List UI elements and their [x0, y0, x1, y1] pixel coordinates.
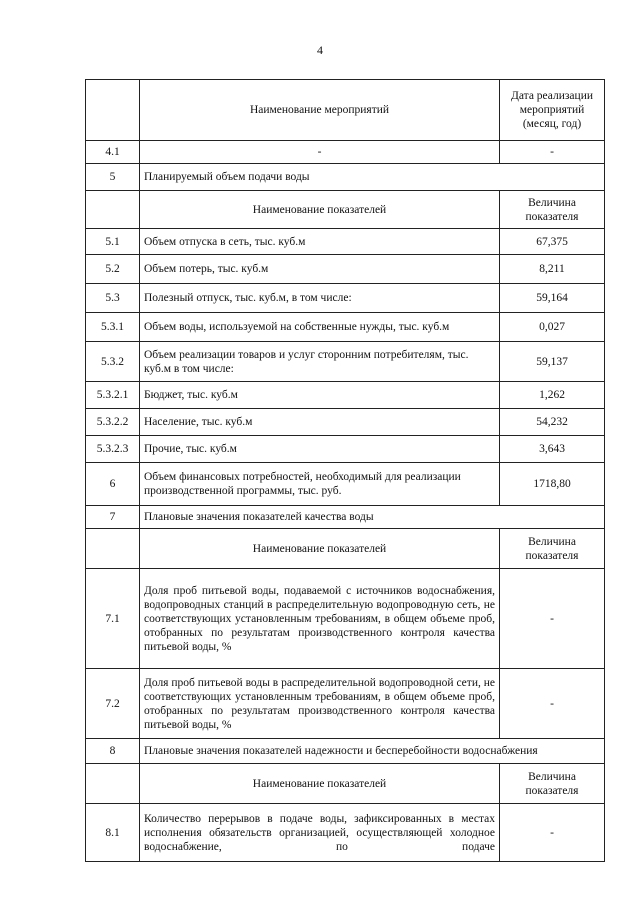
row-number: 5.3.2: [86, 342, 140, 382]
row-name: Население, тыс. куб.м: [140, 409, 500, 436]
header-name-cell: Наименование мероприятий: [140, 80, 500, 141]
row-number: 5.3.2.1: [86, 382, 140, 409]
indicator-header-num: [86, 529, 140, 569]
header-num-cell: [86, 80, 140, 141]
table-row: [86, 804, 605, 862]
section-title: Планируемый объем подачи воды: [140, 164, 605, 191]
indicator-header-num: [86, 191, 140, 229]
table-row: [86, 569, 605, 669]
row-value: -: [500, 141, 605, 164]
row-number: 5.3.1: [86, 313, 140, 342]
row-number: 4.1: [86, 141, 140, 164]
section-number: 8: [86, 739, 140, 764]
table-row: [86, 463, 605, 506]
row-value: -: [500, 804, 605, 862]
section-title: Плановые значения показателей надежности и бесперебойности водоснабжения: [140, 739, 605, 764]
indicator-header-value: Величина показателя: [500, 191, 605, 229]
row-number: 5.2: [86, 255, 140, 284]
table-row: [86, 342, 605, 382]
section-number: 5: [86, 164, 140, 191]
row-name: Объем реализации товаров и услуг сторонним потребителям, тыс. куб.м в том числе:: [140, 342, 500, 382]
row-name: Полезный отпуск, тыс. куб.м, в том числе:: [140, 284, 500, 313]
row-number: 5.3: [86, 284, 140, 313]
table-row: [86, 255, 605, 284]
row-value: 8,211: [500, 255, 605, 284]
row-value: 1718,80: [500, 463, 605, 506]
section-row: [86, 164, 605, 191]
row-number: 6: [86, 463, 140, 506]
row-number: 5.1: [86, 229, 140, 255]
table-header-row: [86, 80, 605, 141]
section-row: [86, 506, 605, 529]
indicator-header-row: [86, 764, 605, 804]
section-title: Плановые значения показателей качества воды: [140, 506, 605, 529]
row-name: -: [140, 141, 500, 164]
row-number: 7.1: [86, 569, 140, 669]
row-value: 59,164: [500, 284, 605, 313]
row-name: Доля проб питьевой воды, подаваемой с источников водоснабжения, водопроводных станций в распределительную водопроводную сеть, не соответствующих установленным требованиям, в общем объеме проб, отобранных по результатам производственного контроля качества питьевой воды, %: [140, 569, 500, 669]
page-number: 4: [317, 43, 323, 57]
header-date-cell: Дата реализации мероприятий (месяц, год): [500, 80, 605, 141]
table-row: [86, 669, 605, 739]
table-row: [86, 436, 605, 463]
table-row: [86, 141, 605, 164]
row-value: 59,137: [500, 342, 605, 382]
row-name: Объем финансовых потребностей, необходимый для реализации производственной программы, тыс. руб.: [140, 463, 500, 506]
row-value: 1,262: [500, 382, 605, 409]
indicator-header-row: [86, 191, 605, 229]
row-number: 5.3.2.3: [86, 436, 140, 463]
row-value: 67,375: [500, 229, 605, 255]
table-row: [86, 382, 605, 409]
row-number: 7.2: [86, 669, 140, 739]
row-name: Объем потерь, тыс. куб.м: [140, 255, 500, 284]
row-number: 5.3.2.2: [86, 409, 140, 436]
row-name: Прочие, тыс. куб.м: [140, 436, 500, 463]
section-number: 7: [86, 506, 140, 529]
table-row: [86, 409, 605, 436]
row-name: Бюджет, тыс. куб.м: [140, 382, 500, 409]
indicator-header-num: [86, 764, 140, 804]
row-value: 54,232: [500, 409, 605, 436]
row-value: 3,643: [500, 436, 605, 463]
indicator-header-row: [86, 529, 605, 569]
table-row: [86, 284, 605, 313]
row-value: -: [500, 569, 605, 669]
row-number: 8.1: [86, 804, 140, 862]
indicator-header-value: Величина показателя: [500, 764, 605, 804]
indicator-header-name: Наименование показателей: [140, 191, 500, 229]
section-row: [86, 739, 605, 764]
row-value: 0,027: [500, 313, 605, 342]
row-name: Объем отпуска в сеть, тыс. куб.м: [140, 229, 500, 255]
indicator-header-name: Наименование показателей: [140, 529, 500, 569]
row-name: Объем воды, используемой на собственные нужды, тыс. куб.м: [140, 313, 500, 342]
program-table: [85, 79, 605, 862]
table-row: [86, 313, 605, 342]
indicator-header-value: Величина показателя: [500, 529, 605, 569]
row-name: Доля проб питьевой воды в распределительной водопроводной сети, не соответствующих установленным требованиям, в общем объеме проб, отобранных по результатам производственного контроля качества питьевой воды, %: [140, 669, 500, 739]
row-name: Количество перерывов в подаче воды, зафиксированных в местах исполнения обязательств организацией, осуществляющей холодное водоснабжение, по подаче: [140, 804, 500, 862]
indicator-header-name: Наименование показателей: [140, 764, 500, 804]
table-row: [86, 229, 605, 255]
row-value: -: [500, 669, 605, 739]
